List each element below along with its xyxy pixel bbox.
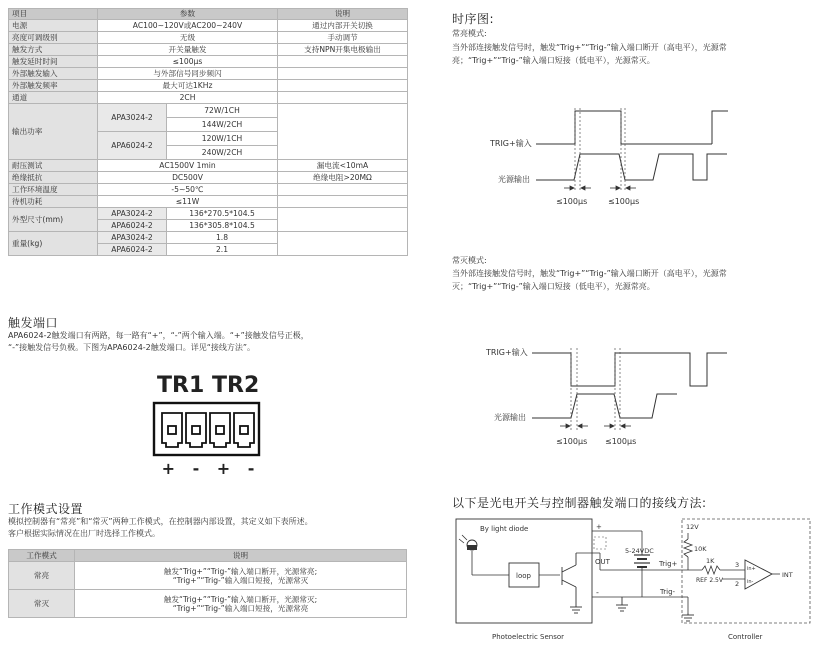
trigger-port-title: 触发端口 [8,316,59,330]
spec-table-header [9,9,408,20]
trig-input-label: TRIG+输入 [486,348,528,357]
row-desc [278,184,408,196]
row-param: 2CH [98,92,278,104]
table-row [9,68,408,80]
table-row [9,44,408,56]
row-label: 触发延时时间 [9,56,98,68]
table-row [9,196,408,208]
row-param: ≤100μs [98,56,278,68]
timing-title: 时序图: [452,12,495,26]
light-waveform [532,394,677,418]
timing-guides [575,108,625,192]
row-desc [278,80,408,92]
weight-desc [278,232,408,256]
trig-waveform [536,111,712,144]
timing-diagram-always-on [480,100,800,215]
output-value: 144W/2CH [167,118,278,132]
row-param: AC100~120V或AC200~240V [98,20,278,32]
header-desc: 说明 [75,550,407,562]
table-row [9,590,407,618]
terminal-slots [162,413,254,447]
header-mode: 工作模式 [9,550,75,562]
work-mode-title: 工作模式设置 [8,502,84,516]
table-row [9,160,408,172]
polarity-labels: + - + - [161,459,261,478]
mode-desc: 触发“Trig+”“Trig-”输入端口断开，光源常亮; “Trig+”“Trig-”输入端口短接，光源常灭 [75,562,407,590]
v12-label: 12V [686,523,699,531]
always-on-text-1: 当外部连接触发信号时，触发“Trig+”“Trig-”输入端口断开（高电平），光源常 [452,43,727,52]
always-off-text-1: 当外部连接触发信号时，触发“Trig+”“Trig-”输入端口断开（高电平），光源常 [452,269,727,278]
dimensions-model: APA3024-2 [98,208,167,220]
row-label: 待机功耗 [9,196,98,208]
row-label: 亮度可调级别 [9,32,98,44]
weight-label: 重量(kg) [9,232,98,256]
output-model: APA6024-2 [98,132,167,160]
row-label: 绝缘抵抗 [9,172,98,184]
output-value: 240W/2CH [167,146,278,160]
trig-minus-label: Trig- [660,588,676,596]
row-param: AC1500V 1min [98,160,278,172]
row-param: 最大可达1KHz [98,80,278,92]
delay-label-1: ≤100μs [556,437,588,446]
plus-label: + [596,523,602,531]
table-row [9,104,408,118]
work-mode-text-1: 模拟控制器有“常亮”和“常灭”两种工作模式，在控制器内部设置，其定义如下表所述。 [8,517,313,526]
table-row [9,184,408,196]
always-on-text-2: 亮；“Trig+”“Trig-”输入端口短接（低电平），光源常灭。 [452,56,655,65]
out-label: OUT [595,558,610,566]
row-label: 外部触发输入 [9,68,98,80]
row-label: 耐压测试 [9,160,98,172]
resistor-1k-icon [702,566,720,574]
table-row [9,172,408,184]
table-row [9,208,408,220]
row-desc [278,92,408,104]
table-row [9,20,408,32]
work-mode-text-2: 客户根据实际情况在出厂时选择工作模式。 [8,529,160,538]
header-desc: 说明 [278,9,408,20]
dimensions-value: 136*305.8*104.5 [167,220,278,232]
row-desc [278,196,408,208]
row-param: DC500V [98,172,278,184]
trig-input-label: TRIG+输入 [490,139,532,148]
wiring-diagram [452,515,817,643]
weight-model: APA6024-2 [98,244,167,256]
weight-model: APA3024-2 [98,232,167,244]
row-label: 工作环境温度 [9,184,98,196]
dimensions-value: 136*270.5*104.5 [167,208,278,220]
dimensions-model: APA6024-2 [98,220,167,232]
timing-guides [571,348,620,430]
weight-value: 2.1 [167,244,278,256]
delay-label-2: ≤100μs [608,197,640,206]
output-value: 72W/1CH [167,104,278,118]
timing-diagram-always-off [480,340,800,455]
always-on-subtitle: 常亮模式: [452,29,487,38]
dimensions-desc [278,208,408,232]
output-desc [278,104,408,160]
row-param: ≤11W [98,196,278,208]
transistor-icon [562,553,576,603]
vdc-label: 5-24VDC [625,547,654,555]
tr2-label: TR2 [212,373,260,398]
trig-plus-label: Trig+ [659,560,678,568]
int-label: INT [782,571,793,579]
header-param: 参数 [98,9,278,20]
r10k-label: 10K [694,545,707,553]
spec-table [8,8,408,256]
row-label: 触发方式 [9,44,98,56]
mode-table-header [9,550,407,562]
row-desc: 通过内部开关切换 [278,20,408,32]
row-param: 与外部信号同步频闪 [98,68,278,80]
light-output-label: 光源输出 [498,175,530,184]
row-label: 通道 [9,92,98,104]
trigger-port-text-2: “-”接触发信号负极。下图为APA6024-2触发端口。详见“接线方法”。 [8,343,256,352]
light-diode-icon [459,535,477,550]
sensor-label: Photoelectric Sensor [492,633,565,641]
row-label: 外部触发频率 [9,80,98,92]
wiring-title: 以下是光电开关与控制器触发端口的接线方法: [452,496,707,510]
trig-waveform-2 [712,111,728,144]
row-desc [278,56,408,68]
row-param: 无级 [98,32,278,44]
minus-label: - [596,588,599,597]
table-row [9,92,408,104]
in-plus-label: in+ [747,566,756,572]
r1k-label: 1K [706,557,715,565]
light-waveform [536,154,727,180]
trig-waveform [532,353,727,386]
resistor-10k-icon [684,539,692,557]
row-desc: 支持NPN开集电极输出 [278,44,408,56]
mode-name: 常灭 [9,590,75,618]
ground-icon-3 [682,613,694,621]
table-row [9,562,407,590]
row-desc: 手动调节 [278,32,408,44]
row-label: 电源 [9,20,98,32]
row-param: 开关量触发 [98,44,278,56]
weight-value: 1.8 [167,232,278,244]
ground-icon [570,603,582,613]
loop-label: loop [516,572,531,580]
out-dashed-box [594,537,606,549]
ref-label: REF 2.5V [696,577,723,584]
delay-label-1: ≤100μs [556,197,588,206]
row-param: -5~50℃ [98,184,278,196]
dimensions-label: 外型尺寸(mm) [9,208,98,232]
table-row [9,32,408,44]
header-item: 项目 [9,9,98,20]
row-desc [278,68,408,80]
trigger-port-diagram [140,370,280,480]
mode-name: 常亮 [9,562,75,590]
battery-icon [634,555,650,567]
work-mode-table [8,549,407,618]
always-off-text-2: 灭；“Trig+”“Trig-”输入端口短接（低电平），光源常亮。 [452,282,655,291]
by-light-diode-label: By light diode [480,525,529,533]
delay-label-2: ≤100μs [605,437,637,446]
always-off-subtitle: 常灭模式: [452,256,487,265]
pin3-label: 3 [735,561,740,569]
pin2-label: 2 [735,580,740,588]
light-output-label: 光源输出 [494,413,526,422]
row-desc: 绝缘电阻>20MΩ [278,172,408,184]
table-row [9,80,408,92]
output-model: APA3024-2 [98,104,167,132]
mode-desc: 触发“Trig+”“Trig-”输入端口断开，光源常灭; “Trig+”“Trig-”输入端口短接，光源常亮 [75,590,407,618]
output-power-label: 输出功率 [9,104,98,160]
trigger-port-text-1: APA6024-2触发端口有两路，每一路有“+”，“-”两个输入端。“+”接触发信号正极， [8,331,309,340]
controller-label: Controller [728,633,763,641]
row-desc: 漏电流<10mA [278,160,408,172]
output-value: 120W/1CH [167,132,278,146]
tr1-label: TR1 [157,373,205,398]
table-row [9,56,408,68]
table-row [9,232,408,244]
in-minus-label: in- [747,579,754,585]
ground-icon-2 [616,597,628,611]
